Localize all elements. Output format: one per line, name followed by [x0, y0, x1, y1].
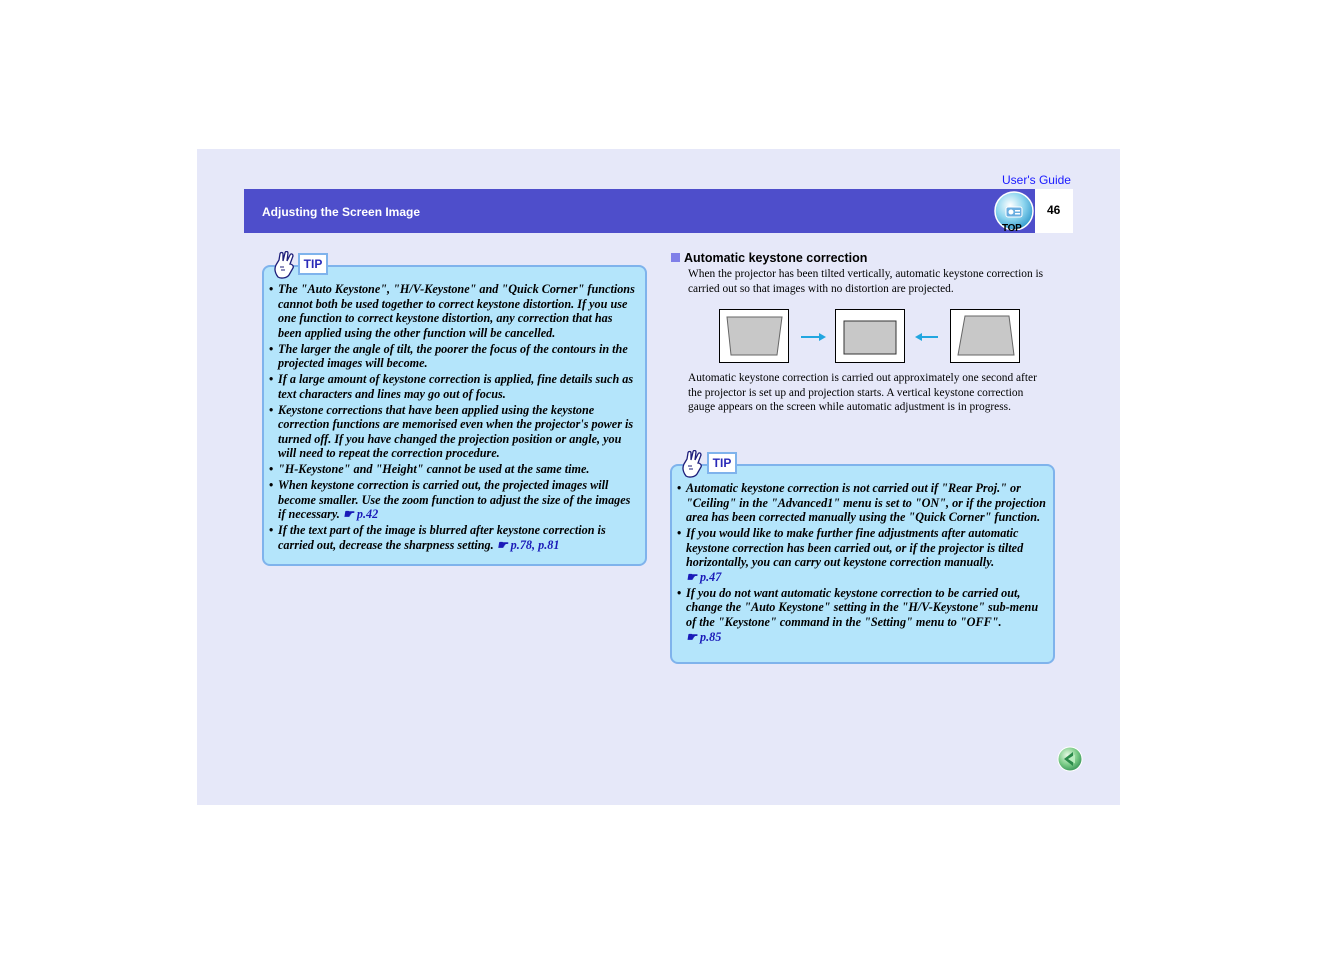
- top-button-label: TOP: [1002, 223, 1022, 234]
- corrected-image: [836, 310, 904, 362]
- top-button[interactable]: [993, 190, 1035, 234]
- back-arrow-icon: [1057, 746, 1083, 772]
- page-header-bar: [244, 189, 1036, 233]
- tip-item: • If you do not want automatic keystone correction to be carried out, change the "Auto Keystone" setting in the "H/V-Keystone" sub-menu of the "Keystone" command in the "Setting" menu to "OFF". ☛ p.85: [678, 586, 1048, 644]
- page-number-box: [1035, 189, 1073, 233]
- tip-item: • Keystone corrections that have been applied using the keystone correction functions are memorised even when the projector's power is turned off. If you have changed the projection position or angle, you will need to repeat the correction procedure.: [270, 403, 638, 461]
- corrected-image-box: [835, 309, 905, 363]
- arrow-right-icon: [801, 332, 827, 342]
- tip-panel-right: [670, 464, 1055, 664]
- tip-item: • The "Auto Keystone", "H/V-Keystone" and "Quick Corner" functions cannot both be used together to correct keystone distortion. If you use one function to correct keystone distortion, any correction that has been applied using the other function will be cancelled.: [270, 282, 638, 340]
- tip-item: • Automatic keystone correction is not carried out if "Rear Proj." or "Ceiling" in the "Advanced1" menu is set to "ON", or if the projection area has been corrected manually using the "Quick Corner" function.: [678, 481, 1048, 525]
- back-button[interactable]: [1057, 746, 1083, 772]
- page-reference-link[interactable]: ☛ p.85: [686, 629, 722, 644]
- tilted-image-box: [719, 309, 789, 363]
- tip-item: • When keystone correction is carried out, the projected images will become smaller. Use the zoom function to adjust the size of the images if necessary. ☛ p.42: [270, 478, 638, 522]
- pointing-hand-icon: [680, 450, 704, 478]
- tip-item: • The larger the angle of tilt, the poorer the focus of the contours in the projected images will become.: [270, 342, 638, 371]
- tip-label: TIP: [298, 253, 328, 275]
- square-bullet-icon: [671, 253, 680, 262]
- page-title: Adjusting the Screen Image: [262, 205, 421, 219]
- tip-item: • If you would like to make further fine adjustments after automatic keystone correction has been carried out, or if the projector is tilted horizontally, you can carry out keystone correction manually. ☛ p.47: [678, 526, 1048, 584]
- tip-panel-left: [262, 265, 647, 566]
- keystone-distorted-image: [951, 310, 1019, 362]
- tip-list-right: [678, 481, 1048, 645]
- tip-label: TIP: [707, 452, 737, 474]
- tip-item: • If a large amount of keystone correction is applied, fine details such as text characters and lines may go out of focus.: [270, 372, 638, 401]
- tip-item: • "H-Keystone" and "Height" cannot be used at the same time.: [270, 462, 638, 477]
- page-number: 46: [1047, 203, 1061, 217]
- users-guide-link[interactable]: User's Guide: [1002, 173, 1071, 187]
- tilted-image-box: [950, 309, 1020, 363]
- tip-list-left: [270, 282, 638, 554]
- pointing-hand-icon: [272, 251, 296, 279]
- page-reference-link[interactable]: ☛ p.42: [342, 507, 379, 522]
- section-body: Automatic keystone correction is carried out approximately one second after the projector is set up and projection starts. A vertical keystone correction gauge appears on the screen while automatic adjustment is in progress.: [688, 372, 1037, 414]
- keystone-distorted-image: [720, 310, 788, 362]
- page-reference-link[interactable]: ☛ p.47: [686, 569, 722, 584]
- page-reference-link[interactable]: ☛ p.78, p.81: [496, 537, 560, 552]
- tip-item: • If the text part of the image is blurred after keystone correction is carried out, decrease the sharpness setting. ☛ p.78, p.81: [270, 523, 638, 552]
- arrow-left-icon: [914, 332, 940, 342]
- section-heading: Automatic keystone correction: [671, 251, 867, 265]
- section-intro: When the projector has been tilted vertically, automatic keystone correction is carried out so that images with no distortion are projected.: [688, 268, 1044, 295]
